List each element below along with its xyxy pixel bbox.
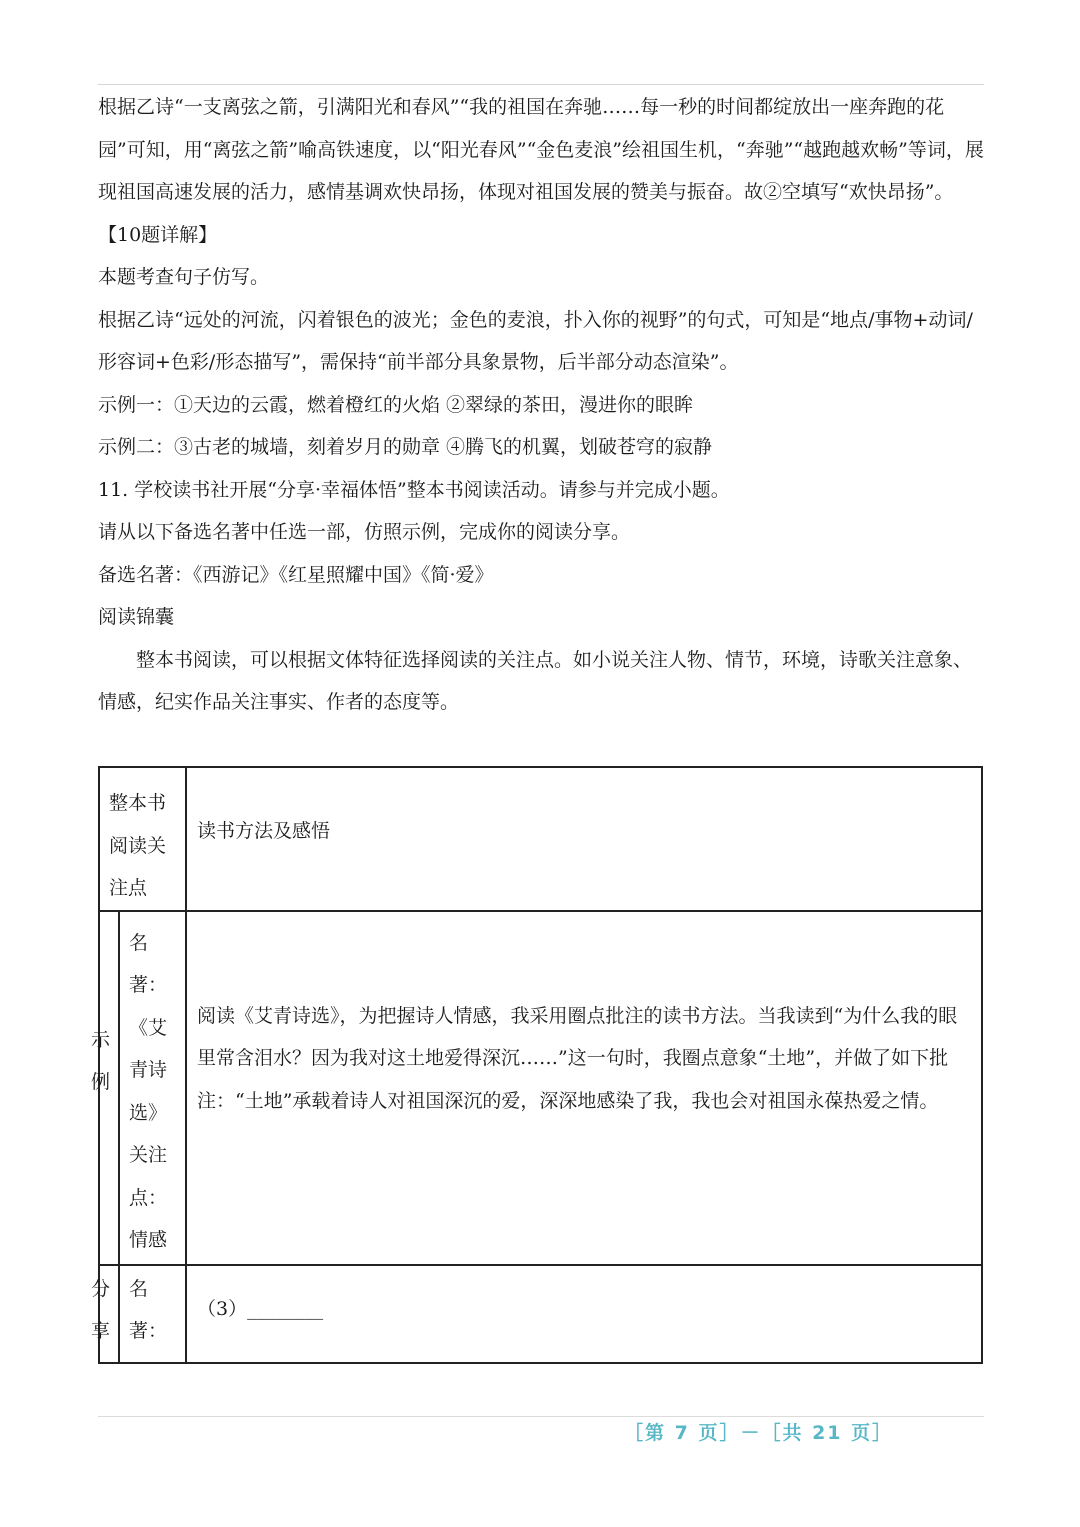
analysis-paragraph: 根据乙诗“一支离弦之箭，引满阳光和春风”“我的祖国在奔驰……每一秒的时间都绽放出一座奔跑的花园”可知，用“离弦之箭”喻高铁速度，以“阳光春风”“金色麦浪”绘祖国生机，“奔驰”“越跑越欢畅”等词，展现祖国高速发展的活力，感情基调欢快昂扬，体现对祖国发展的赞美与振奋。故②空填写“欢快昂扬”。 [98, 96, 984, 203]
example-side-label: 示例 [91, 1028, 111, 1093]
share-answer-blank[interactable]: （3）________ [197, 1297, 324, 1320]
tips-heading: 阅读锦囊 [98, 606, 175, 628]
example-content: 阅读《艾青诗选》，为把握诗人情感，我采用圈点批注的读书方法。当我读到“为什么我的眼里常含泪水？因为我对这土地爱得深沉……”这一句时，我圈点意象“土地”，并做了如下批注：“土地”承载着诗人对祖国深沉的爱，深深地感染了我，我也会对祖国永葆热爱之情。 [197, 1004, 958, 1112]
top-divider [98, 84, 984, 85]
q10-explanation: 根据乙诗“远处的河流，闪着银色的波光；金色的麦浪，扑入你的视野”的句式，可知是“地点/事物+动词/形容词+色彩/形态描写”，需保持“前半部分具象景物，后半部分动态渲染”。 [98, 308, 973, 373]
share-book-name: 名著： [129, 1277, 168, 1342]
book-options: 备选名著：《西游记》《红星照耀中国》《简·爱》 [98, 563, 494, 586]
example-book-name: 名著：《艾青诗选》关注点：情感 [129, 931, 168, 1251]
header-focus-label: 整本书阅读关注点 [109, 792, 167, 899]
bottom-divider [98, 1416, 984, 1417]
header-method-label: 读书方法及感悟 [197, 820, 331, 842]
table-header-row [99, 767, 982, 911]
tips-paragraph: 整本书阅读，可以根据文体特征选择阅读的关注点。如小说关注人物、情节，环境，诗歌关注意象、情感，纪实作品关注事实、作者的态度等。 [98, 648, 973, 713]
q11-instruction: 请从以下备选名著中任选一部，仿照示例，完成你的阅读分享。 [98, 521, 631, 543]
question-11: 11. 学校读书社开展“分享·幸福体悟”整本书阅读活动。请参与并完成小题。 [98, 478, 730, 501]
section-heading-q10: 【10题详解】 [98, 223, 218, 246]
table-row-share [99, 1265, 982, 1363]
document-body [98, 86, 984, 724]
share-side-label: 分享 [91, 1277, 111, 1342]
page-number: ［第 7 页］－［共 21 页］ [624, 1422, 894, 1444]
q10-topic: 本题考查句子仿写。 [98, 266, 270, 288]
example-one: 示例一：①天边的云霞，燃着橙红的火焰 ②翠绿的茶田，漫进你的眼眸 [98, 393, 694, 416]
table-row-example [99, 911, 982, 1265]
example-two: 示例二：③古老的城墙，刻着岁月的勋章 ④腾飞的机翼，划破苍穹的寂静 [98, 436, 713, 458]
reading-share-table [91, 766, 983, 1364]
